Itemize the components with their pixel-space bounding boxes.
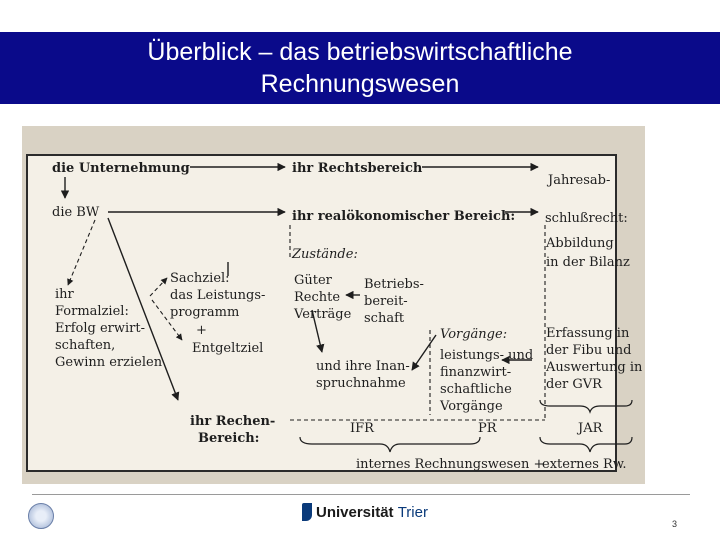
arrow-formal-sachziel — [150, 278, 167, 296]
label-leist-1: leistungs- und — [440, 348, 534, 363]
label-jahres-1: Jahresab- — [548, 173, 611, 188]
label-formal-5: Gewinn erzielen — [55, 355, 163, 370]
label-betrieb-2: bereit- — [364, 294, 408, 309]
label-inan-1: und ihre Inan- — [316, 359, 410, 374]
label-inan-2: spruchnahme — [316, 376, 406, 391]
label-vorgaenge: Vorgänge: — [440, 327, 508, 342]
label-betrieb-3: schaft — [364, 311, 405, 326]
label-formal-4: schaften, — [55, 338, 116, 353]
label-erfass-2: der Fibu und — [546, 343, 632, 358]
label-internes: internes Rechnungswesen + — [356, 457, 545, 472]
label-betrieb-1: Betriebs- — [364, 277, 424, 292]
footer-divider — [32, 494, 690, 495]
brace-jar — [540, 437, 632, 452]
logo-text-light: Trier — [397, 503, 428, 521]
label-abbildung-1: Abbildung — [546, 236, 614, 251]
label-formal-3: Erfolg erwirt- — [55, 321, 145, 336]
brace-erfassung — [540, 400, 632, 412]
label-pr: PR — [478, 421, 497, 436]
brace-ifr-pr — [300, 437, 480, 452]
label-jahres-2: schlußrecht: — [545, 211, 628, 226]
logo-mark-icon — [302, 503, 312, 521]
label-erfass-3: Auswertung in — [546, 360, 643, 375]
label-rechen-2: Bereich: — [198, 431, 260, 446]
label-rechte: Rechte — [294, 290, 341, 305]
label-erfass-1: Erfassung in — [546, 326, 630, 341]
label-sachziel-2: das Leistungs- — [170, 288, 266, 303]
label-entgeltziel: Entgeltziel — [192, 341, 264, 356]
label-unternehmung: die Unternehmung — [52, 161, 190, 176]
label-sachziel-1: Sachziel: — [170, 271, 230, 286]
diagram-labels — [52, 161, 643, 472]
label-ifr: IFR — [350, 421, 374, 436]
university-seal-icon — [28, 503, 54, 529]
label-realoek: ihr realökonomischer Bereich: — [292, 209, 516, 224]
page-number: 3 — [672, 519, 678, 529]
arrow-vorgaenge-inan — [412, 335, 436, 370]
label-rechen-1: ihr Rechen- — [190, 414, 276, 429]
slide-title-line-2: Rechnungswesen — [260, 70, 460, 98]
university-logo — [302, 502, 428, 522]
label-erfass-4: der GVR — [546, 377, 602, 392]
label-formal-1: ihr — [55, 287, 74, 302]
label-leist-4: Vorgänge — [440, 399, 503, 414]
label-gueter: Güter — [294, 273, 332, 288]
logo-text-bold: Universität — [316, 503, 394, 521]
label-bw: die BW — [52, 205, 100, 220]
label-formal-2: Formalziel: — [55, 304, 129, 319]
label-plus: + — [196, 323, 207, 338]
label-externes: externes Rw. — [542, 457, 627, 472]
label-zustaende: Zustände: — [292, 247, 358, 262]
label-abbildung-2: in der Bilanz — [546, 255, 630, 270]
label-leist-3: schaftliche — [440, 382, 512, 397]
label-vertraege: Verträge — [294, 307, 352, 322]
label-jar: JAR — [578, 421, 603, 436]
label-leist-2: finanzwirt- — [440, 365, 512, 380]
label-rechtsbereich: ihr Rechtsbereich — [292, 161, 423, 176]
arrow-bw-formalziel — [68, 220, 95, 285]
slide-title-line-1: Überblick – das betriebswirtschaftliche — [147, 38, 573, 66]
label-sachziel-3: programm — [170, 305, 240, 320]
